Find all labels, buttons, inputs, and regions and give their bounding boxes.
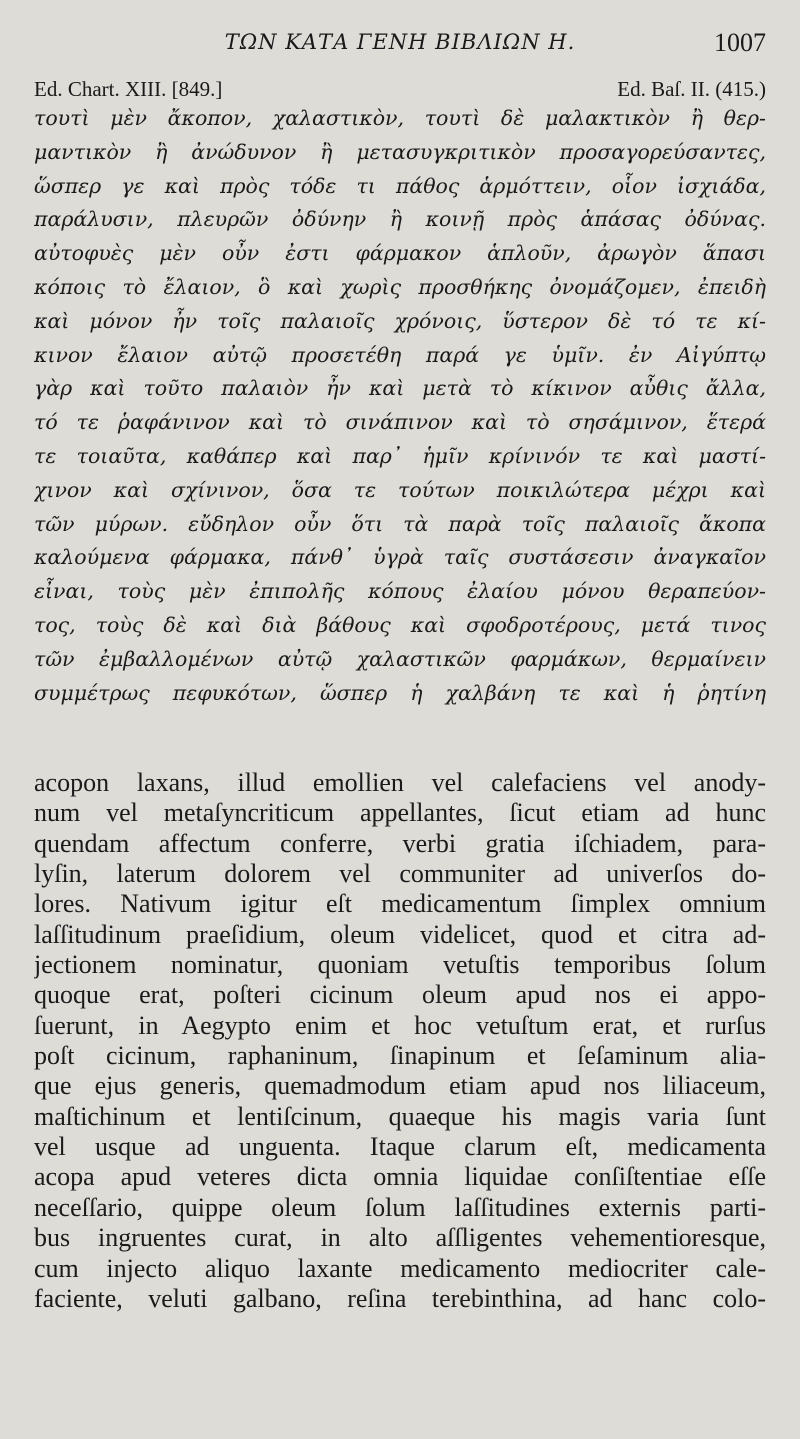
latin-text-line: neceſſario, quippe oleum ſolum laſſitudines externis parti- bbox=[34, 1192, 766, 1222]
greek-text-line: τό τε ῥαφάνινον καὶ τὸ σινάπινον καὶ τὸ σησάμινον, ἕτερά bbox=[34, 410, 766, 435]
latin-text-line: quoque erat, poſteri cicinum oleum apud nos ei appo- bbox=[34, 980, 766, 1010]
latin-text-line: que ejus generis, quemadmodum etiam apud nos liliaceum, bbox=[34, 1071, 766, 1101]
latin-text-line: jectionem nominatur, quoniam vetuſtis temporibus ſolum bbox=[34, 950, 766, 980]
latin-text-line: quendam affectum conferre, verbi gratia iſchiadem, para- bbox=[34, 828, 766, 858]
latin-text-line: ſuerunt, in Aegypto enim et hoc vetuſtum erat, et rurſus bbox=[34, 1010, 766, 1040]
latin-text-line: maſtichinum et lentiſcinum, quaeque his magis varia ſunt bbox=[34, 1101, 766, 1131]
greek-text-line: κόποις τὸ ἔλαιον, ὃ καὶ χωρὶς προσθήκης ὀνομάζομεν, ἐπειδὴ bbox=[34, 274, 766, 299]
latin-text-line: laſſitudinum praeſidium, oleum videlicet, quod et citra ad- bbox=[34, 919, 766, 949]
latin-text-line: acopa apud veteres dicta omnia liquidae conſiſtentiae eſſe bbox=[34, 1162, 766, 1192]
greek-text-line: τῶν ἐμβαλλομένων αὐτῷ χαλαστικῶν φαρμάκων, θερμαίνειν bbox=[34, 646, 766, 671]
greek-text-line: συμμέτρως πεφυκότων, ὥσπερ ἡ χαλβάνη τε καὶ ἡ ῥητίνη bbox=[34, 680, 766, 705]
greek-text-line: τος, τοὺς δὲ καὶ διὰ βάθους καὶ σφοδροτέρους, μετά τινος bbox=[34, 612, 766, 637]
latin-text-line: acopon laxans, illud emollien vel calefaciens vel anody- bbox=[34, 768, 766, 797]
latin-text-line: faciente, veluti galbano, reſina terebinthina, ad hanc colo- bbox=[34, 1283, 766, 1313]
latin-text-line: lyſin, laterum dolorem vel communiter ad univerſos do- bbox=[34, 859, 766, 889]
greek-text-line: μαντικὸν ἢ ἀνώδυνον ἢ μετασυγκριτικὸν προσαγορεύσαντες, bbox=[34, 139, 766, 164]
latin-text-line: num vel metaſyncriticum appellantes, ſicut etiam ad hunc bbox=[34, 798, 766, 828]
greek-text-line: εἶναι, τοὺς μὲν ἐπιπολῆς κόπους ἐλαίου μόνου θεραπεύον- bbox=[34, 579, 766, 604]
greek-text-line: καλούμενα φάρμακα, πάνθ᾽ ὑγρὰ ταῖς συστάσεσιν ἀναγκαῖον bbox=[34, 545, 766, 570]
latin-text-block bbox=[34, 768, 766, 1314]
greek-text-line: τῶν μύρων. εὔδηλον οὖν ὅτι τὰ παρὰ τοῖς παλαιοῖς ἄκοπα bbox=[34, 511, 766, 536]
greek-text-line: παράλυσιν, πλευρῶν ὀδύνην ἢ κοινῇ πρὸς ἁπάσας ὀδύνας. bbox=[34, 207, 766, 232]
greek-text-line: κινον ἔλαιον αὐτῷ προσετέθη παρά γε ὑμῖν. ἐν Αἰγύπτῳ bbox=[34, 342, 766, 367]
latin-text-line: cum injecto aliquo laxante medicamento mediocriter cale- bbox=[34, 1253, 766, 1283]
greek-text-line: τε τοιαῦτα, καθάπερ καὶ παρ᾽ ἡμῖν κρίνινόν τε καὶ μαστί- bbox=[34, 443, 766, 468]
greek-text-line: χινον καὶ σχίνινον, ὅσα τε τούτων ποικιλώτερα μέχρι καὶ bbox=[34, 477, 766, 502]
edition-reference-chartier: Ed. Chart. XIII. [849.] bbox=[34, 77, 223, 101]
latin-text-line: vel usque ad unguenta. Itaque clarum eſt, medicamenta bbox=[34, 1132, 766, 1162]
page-number: 1007 bbox=[714, 28, 766, 57]
latin-text-line: poſt cicinum, raphaninum, ſinapinum et ſeſaminum alia- bbox=[34, 1041, 766, 1071]
greek-text-line: τουτὶ μὲν ἄκοπον, χαλαστικὸν, τουτὶ δὲ μαλακτικὸν ἢ θερ- bbox=[34, 106, 766, 130]
greek-text-line: ὥσπερ γε καὶ πρὸς τόδε τι πάθος ἁρμόττειν, οἷον ἰσχιάδα, bbox=[34, 173, 766, 198]
greek-text-block bbox=[34, 102, 766, 710]
edition-reference-basel: Ed. Baſ. II. (415.) bbox=[617, 77, 766, 101]
greek-text-line: γὰρ καὶ τοῦτο παλαιὸν ἦν καὶ μετὰ τὸ κίκινον αὖθις ἄλλα, bbox=[34, 376, 766, 401]
running-title: ΤΩΝ ΚΑΤΑ ΓΕΝΗ ΒΙΒΛΙΩΝ Η. bbox=[224, 30, 576, 54]
latin-text-line: bus ingruentes curat, in alto aſſligentes vehementioresque, bbox=[34, 1223, 766, 1253]
greek-text-line: καὶ μόνον ἦν τοῖς παλαιοῖς χρόνοις, ὕστερον δὲ τό τε κί- bbox=[34, 308, 766, 333]
greek-text-line: αὐτοφυὲς μὲν οὖν ἐστι φάρμακον ἁπλοῦν, ἀρωγὸν ἅπασι bbox=[34, 241, 766, 266]
latin-text-line: lores. Nativum igitur eſt medicamentum ſimplex omnium bbox=[34, 889, 766, 919]
